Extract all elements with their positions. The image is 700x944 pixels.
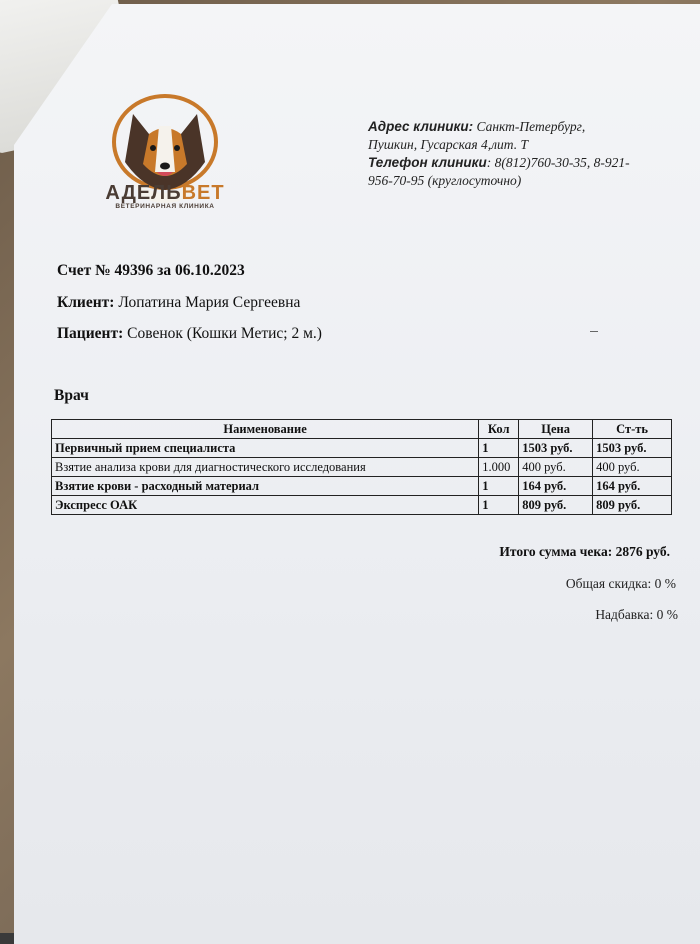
phone-text: : 8(812)760-30-35, 8-921-	[486, 155, 630, 170]
col-header-qty: Кол	[479, 420, 519, 439]
cell-name: Экспресс ОАК	[52, 496, 479, 515]
patient-name: Совенок (Кошки Метис; 2 м.)	[127, 325, 322, 342]
patient-line	[57, 325, 322, 343]
table-row	[52, 477, 672, 496]
items-table	[51, 419, 672, 515]
col-header-name: Наименование	[52, 420, 479, 439]
surcharge-line: Надбавка: 0 %	[595, 607, 678, 622]
address-line1: Санкт-Петербург,	[476, 119, 586, 134]
address-label: Адрес клиники:	[368, 119, 474, 134]
clinic-phone	[368, 154, 668, 172]
client-label: Клиент:	[57, 294, 115, 311]
cell-price: 1503 руб.	[519, 439, 593, 458]
cell-qty: 1	[479, 477, 519, 496]
col-header-total: Ст-ть	[593, 420, 672, 439]
cell-name: Первичный прием специалиста	[52, 439, 479, 458]
cell-name: Взятие крови - расходный материал	[52, 477, 479, 496]
client-name: Лопатина Мария Сергеевна	[118, 294, 301, 311]
table-row	[52, 439, 672, 458]
clinic-logo-name: АДЕЛЬВЕТ	[105, 182, 225, 204]
cell-price: 809 руб.	[519, 496, 593, 515]
discount-line: Общая скидка: 0 %	[565, 576, 676, 591]
phone-line2: 956-70-95 (круглосуточно)	[368, 173, 522, 188]
phone-label: Телефон клиники	[368, 155, 487, 170]
cell-total: 809 руб.	[593, 496, 672, 515]
cell-name: Взятие анализа крови для диагностического исследования	[52, 458, 479, 477]
doctor-label: Врач	[54, 387, 89, 404]
cell-price: 400 руб.	[519, 458, 593, 477]
cell-total: 1503 руб.	[593, 439, 672, 458]
client-line	[57, 294, 300, 312]
cell-total: 164 руб.	[593, 477, 672, 496]
clinic-logo-subtitle: ВЕТЕРИНАРНАЯ КЛИНИКА	[115, 203, 215, 210]
table-row	[52, 496, 672, 515]
total-amount: Итого сумма чека: 2876 руб.	[499, 544, 670, 559]
cell-qty: 1.000	[479, 458, 519, 477]
cell-qty: 1	[479, 496, 519, 515]
cell-total: 400 руб.	[593, 458, 672, 477]
clinic-address	[368, 118, 668, 136]
cell-price: 164 руб.	[519, 477, 593, 496]
invoice-title: Счет № 49396 за 06.10.2023	[57, 262, 245, 279]
cell-qty: 1	[479, 439, 519, 458]
table-header-row	[52, 420, 672, 439]
table-row	[52, 458, 672, 477]
patient-label: Пациент:	[57, 325, 124, 342]
address-line2: Пушкин, Гусарская 4,лит. Т	[368, 137, 528, 152]
pen-mark	[590, 331, 598, 332]
clinic-contacts	[368, 118, 668, 190]
col-header-price: Цена	[519, 420, 593, 439]
